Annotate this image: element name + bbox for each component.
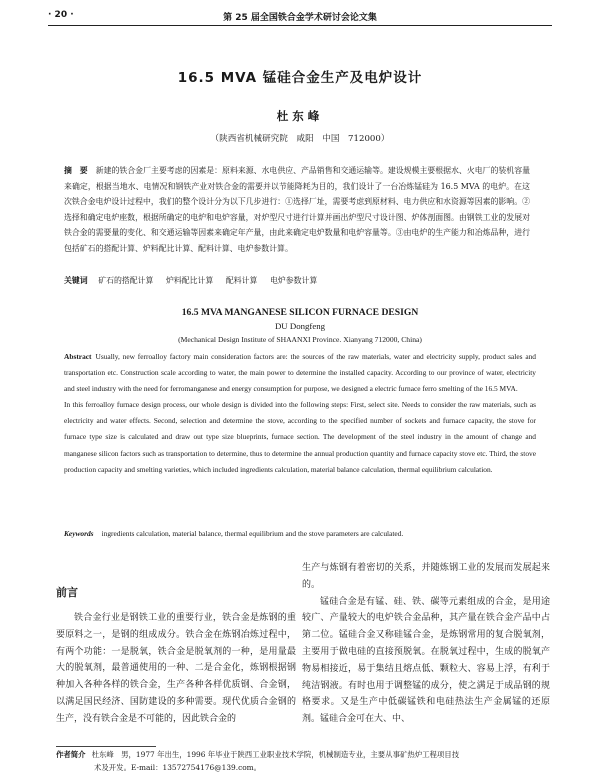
journal-title: 第 25 届全国铁合金学术研讨会论文集 [223,13,377,23]
keyword: 电炉参数计算 [269,276,318,285]
chinese-abstract-label: 摘 要 [64,166,88,175]
english-keywords [64,528,536,540]
english-abstract-label: Abstract [64,352,92,361]
body-column-left [56,560,296,728]
chinese-abstract-text: 新建的铁合金厂主要考虑的因素是：原料来源、水电供应、产品销售和交通运输等。建设规模主要根据水、火电厂的装机容量来确定，根据当地水、电情况和钢铁产业对铁合金的需要并以节能降耗为目的，我们设计了一台冶炼锰硅为 16.5 MVA 的电炉。在这次铁合金电炉设计过程中，我们的整个设计分为以下几步进行：①选择厂址，需要考虑到原材料、电力供应和水资源等因素的影响。②选择和确定电炉座数，根据所确定的电炉和电炉容量，对炉型尺寸进行计算并画出炉型尺寸设计图、炉体剖面图。由钢铁工业的发展对铁合金的需要量的变化、和交通运输等因素来确定年产量，由此来确定电炉数量和电炉容量等。③由电炉的生产能力和冶炼品种，进行包括矿石的搭配计算、炉料配比计算、配料计算、电炉参数计算。 [64,166,530,253]
keyword: 矿石的搭配计算 [98,276,154,285]
english-abstract-text: Usually, new ferroalloy factory main consideration factors are: the sources of the raw materials, water and electricity supply, product sales and transportation etc. Construction scale according to water, the main power to determine the installed capacity. According to our province of water, electricity and steel industry with the need for ferromanganese and energy consumption for purpose, we designed a electric furnace ferro smelting of the 16.5 MVA. [64,352,536,394]
english-abstract-paragraph [64,349,536,397]
body-paragraph: 生产与炼钢有着密切的关系，并随炼钢工业的发展而发展起来的。 [302,563,550,590]
header-rule [48,25,552,26]
english-title: 16.5 MVA MANGANESE SILICON FURNACE DESIGN [181,307,419,318]
running-header [48,8,552,24]
footnote-line-1: 杜东峰 男，1977 年出生，1996 年毕业于陕西工业职业技术学院，机械制造专业，主要从事矿热炉工程项目技 [91,750,460,759]
english-abstract [64,349,536,478]
chinese-abstract [64,163,530,256]
english-affiliation: (Mechanical Design Institute of SHAANXI Province. Xianyang 712000, China) [178,335,422,344]
english-keywords-label: Keywords [64,529,94,538]
keyword: 炉料配比计算 [165,276,214,285]
chinese-title: 16.5 MVA 锰硅合金生产及电炉设计 [177,70,423,86]
footnote-label: 作者简介 [56,750,86,759]
english-abstract-paragraph: In this ferroalloy furnace design process, our whole design is divided into the following steps: First, select site. Needs to consider the raw materials, such as electricity and water effects. Second, selection and determine the stove, according to the specified number of sockets and furnace capacity, the stove for furnace type size is calculated and draw out type size blueprints, furnace section. The development of the steel industry in the amount of change and manganese silicon factors such as transportation to determine, thus to determine the annual production quantity and furnace capacity stove etc. Third, the stove production capacity and smelting varieties, which included ingredients calculation, material balance calculation, thermal equilibrium calculation. [64,400,536,474]
author-footnote [56,748,552,774]
footnote-rule [56,746,156,747]
body-column-right [302,560,550,728]
footnote-line-2: 术及开发。E-mail：13572754176@139.com。 [94,763,262,772]
body-paragraph: 锰硅合金是有锰、硅、铁、碳等元素组成的合金，是用途较广、产量较大的电炉铁合金品种，其产量在铁合金产品中占第二位。锰硅合金又称硅锰合金，是炼钢常用的复合脱氧剂，主要用于做电硅的直接预脱氧。在脱氧过程中，生成的脱氧产物易相接近，易于集结且熔点低、颗粒大、容易上浮，有利于纯洁钢液。有时也用于调整锰的成分，使之满足于成品钢的规格要求。又是生产中低碳锰铁和电硅热法生产金属锰的还原剂。锰硅合金可在大、中、 [302,596,550,725]
chinese-affiliation: （陕西省机械研究院 咸阳 中国 712000） [210,134,390,144]
english-keywords-text: ingredients calculation, material balance, thermal equilibrium and the stove parameters are calculated. [101,529,404,538]
section-heading: 前言 [56,586,78,599]
chinese-keywords-label: 关键词 [64,276,88,285]
keyword: 配料计算 [225,276,258,285]
page-number: · 20 · [48,10,74,20]
body-paragraph: 铁合金行业是钢铁工业的重要行业，铁合金是炼钢的重要原料之一，是钢的组成成分。铁合金在炼钢冶炼过程中，有两个功能：一是脱氧，铁合金是脱氧剂的一种，是用量最大的脱氧剂，最普通使用的一种、二是合金化，炼钢根据钢种加入各种各样的铁合金，生产各种各样优质钢、合金钢，以满足国民经济、国防建设的多种需要。现代优质合金钢的生产，没有铁合金是不可能的，因此铁合金的 [56,613,296,724]
chinese-keywords [64,274,530,287]
english-author: DU Dongfeng [274,321,326,331]
chinese-author: 杜东峰 [276,109,324,123]
